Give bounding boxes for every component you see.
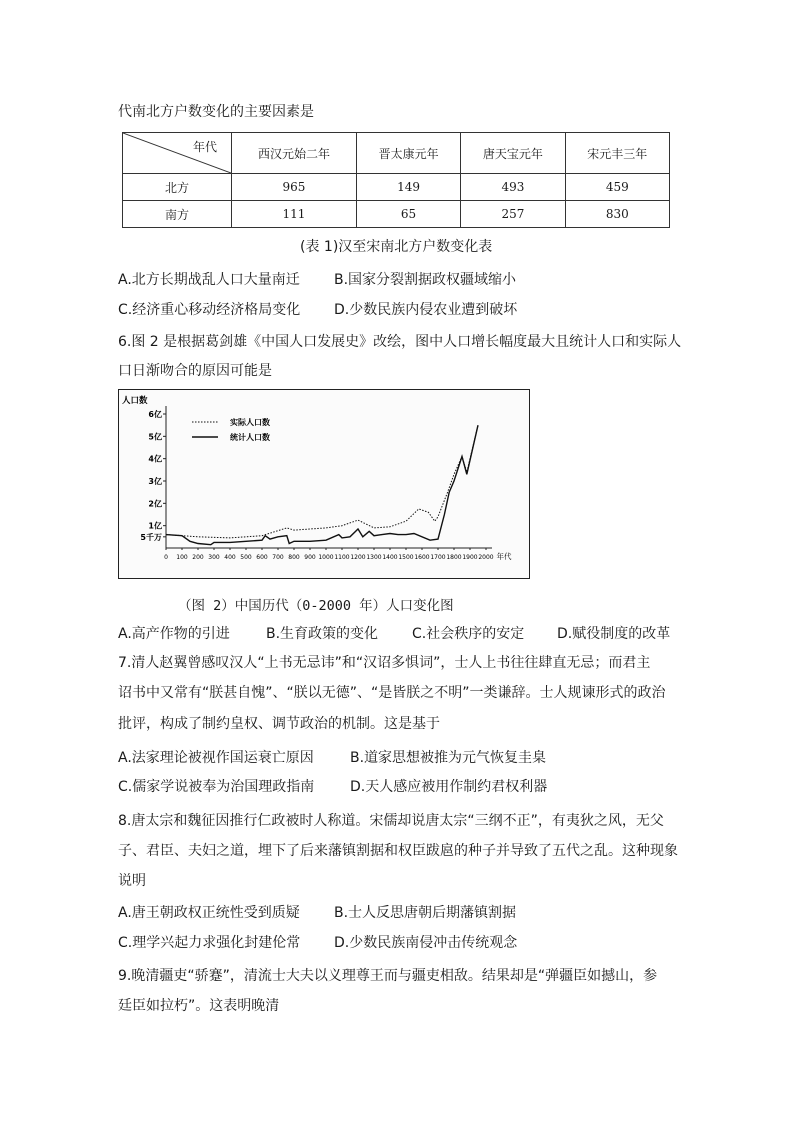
- q8-option-a: A.唐王朝政权正统性受到质疑: [118, 905, 300, 921]
- q7-option-d: D.天人感应被用作制约君权利器: [350, 779, 548, 795]
- chart-x-tick-label: 200: [192, 554, 204, 561]
- q8-stem-line-3: 说明: [118, 873, 146, 889]
- q7-option-a: A.法家理论被视作国运衰亡原因: [118, 750, 314, 766]
- table-corner-label: 年代: [192, 140, 217, 154]
- q7-stem-line-1: 7.清人赵翼曾感叹汉人“上书无忌讳”和“汉诏多惧词”，士人上书往往肆直无忌；而君主: [118, 655, 651, 671]
- table-col-header: 晋太康元年: [356, 133, 460, 174]
- table-cell: 65: [356, 201, 460, 228]
- chart-x-tick-label: 500: [240, 554, 252, 561]
- table-cell: 965: [232, 174, 357, 201]
- figure-caption: （图 2）中国历代（0-2000 年）人口变化图: [178, 598, 454, 614]
- chart-y-tick-label: 3亿: [148, 477, 162, 486]
- q7-stem-line-2: 诏书中又常有“朕甚自愧”、“朕以无德”、“是皆朕之不明”一类谦辞。士人规谏形式的政治: [118, 685, 666, 701]
- table-row-label: 南方: [123, 201, 232, 228]
- q5-option-a: A.北方长期战乱人口大量南迁: [118, 272, 300, 288]
- chart-x-tick-label: 1600: [414, 554, 430, 561]
- household-table: [122, 132, 670, 228]
- q8-option-c: C.理学兴起力求强化封建伦常: [118, 935, 301, 951]
- chart-x-tick-label: 1700: [430, 554, 446, 561]
- q9-stem-line-1: 9.晚清疆吏“骄蹇”，清流士大夫以义理尊王而与疆吏相敌。结果却是“弹疆臣如撼山，参: [118, 968, 658, 984]
- table-col-header: 宋元丰三年: [565, 133, 669, 174]
- table-row: [123, 201, 670, 228]
- chart-x-tick-label: 1000: [318, 554, 334, 561]
- q6-option-a: A.高产作物的引进: [118, 626, 230, 642]
- chart-x-tick-label: 100: [176, 554, 188, 561]
- chart-y-tick-label: 2亿: [148, 499, 162, 509]
- q6-option-b: B.生育政策的变化: [266, 626, 379, 642]
- chart-y-tick-label: 4亿: [148, 454, 162, 464]
- chart-x-tick-label: 1400: [382, 554, 398, 561]
- chart-x-tick-label: 1200: [350, 554, 366, 561]
- table-col-header: 西汉元始二年: [232, 133, 357, 174]
- table-cell: 111: [232, 201, 357, 228]
- chart-x-tick-label: 300: [208, 554, 220, 561]
- chart-x-tick-label: 2000: [478, 554, 494, 561]
- table-cell: 459: [565, 174, 669, 201]
- chart-x-label: 年代: [496, 552, 512, 561]
- q5-option-d: D.少数民族内侵农业遭到破坏: [334, 302, 518, 318]
- population-chart: [118, 389, 530, 579]
- q9-stem-line-2: 廷臣如拉朽”。这表明晚清: [118, 998, 280, 1014]
- chart-x-tick-label: 900: [304, 554, 316, 561]
- chart-y-tick-label: 5亿: [148, 432, 162, 442]
- table-cell: 830: [565, 201, 669, 228]
- table-row: [123, 174, 670, 201]
- q5-option-b: B.国家分裂割据政权疆域缩小: [334, 272, 517, 288]
- q7-stem-line-3: 批评，构成了制约皇权、调节政治的机制。这是基于: [118, 716, 440, 732]
- chart-x-tick-label: 800: [288, 554, 300, 561]
- chart-y-tick-label: 1亿: [148, 521, 162, 531]
- table-caption: (表 1)汉至宋南北方户数变化表: [300, 239, 493, 255]
- chart-x-tick-label: 1900: [462, 554, 478, 561]
- q6-option-c: C.社会秩序的安定: [412, 626, 525, 642]
- q7-option-b: B.道家思想被推为元气恢复圭臬: [350, 750, 547, 766]
- table-col-header: 唐天宝元年: [461, 133, 565, 174]
- table-cell: 149: [356, 174, 460, 201]
- chart-y-tick-label: 6亿: [148, 410, 162, 419]
- question-5-stem-end: 代南北方户数变化的主要因素是: [118, 104, 314, 120]
- q7-option-c: C.儒家学说被奉为治国理政指南: [118, 779, 315, 795]
- q8-option-b: B.士人反思唐朝后期藩镇割据: [334, 905, 517, 921]
- chart-y-label: 人口数: [122, 396, 148, 406]
- q5-option-c: C.经济重心移动经济格局变化: [118, 302, 301, 318]
- table-cell: 257: [461, 201, 565, 228]
- chart-x-tick-label: 0: [164, 554, 168, 561]
- q6-option-d: D.赋役制度的改革: [557, 626, 671, 642]
- table-cell: 493: [461, 174, 565, 201]
- q6-stem-line-1: 6.图 2 是根据葛剑雄《中国人口发展史》改绘，图中人口增长幅度最大且统计人口和实际人: [118, 334, 682, 350]
- q8-stem-line-2: 子、君臣、夫妇之道，埋下了后来藩镇割据和权臣跋扈的种子并导致了五代之乱。这种现象: [118, 843, 678, 859]
- q8-option-d: D.少数民族南侵冲击传统观念: [334, 935, 518, 951]
- q8-stem-line-1: 8.唐太宗和魏征因推行仁政被时人称道。宋儒却说唐太宗“三纲不正”，有夷狄之风，无父: [118, 813, 664, 829]
- chart-frame: [119, 390, 530, 579]
- chart-x-tick-label: 1300: [366, 554, 382, 561]
- chart-x-tick-label: 1800: [446, 554, 462, 561]
- chart-legend-label: 实际人口数: [230, 418, 270, 427]
- table-header-row: [123, 133, 670, 174]
- chart-y-tick-label: 5千万: [140, 532, 162, 542]
- table-row-label: 北方: [123, 174, 232, 201]
- chart-x-tick-label: 1100: [334, 554, 350, 561]
- chart-x-tick-label: 700: [272, 554, 284, 561]
- chart-x-tick-label: 600: [256, 554, 268, 561]
- chart-legend-label: 统计人口数: [230, 433, 270, 442]
- table-corner-cell: [123, 133, 232, 174]
- q6-stem-line-2: 口日渐吻合的原因可能是: [118, 363, 272, 379]
- chart-x-tick-label: 400: [224, 554, 236, 561]
- chart-x-tick-label: 1500: [398, 554, 414, 561]
